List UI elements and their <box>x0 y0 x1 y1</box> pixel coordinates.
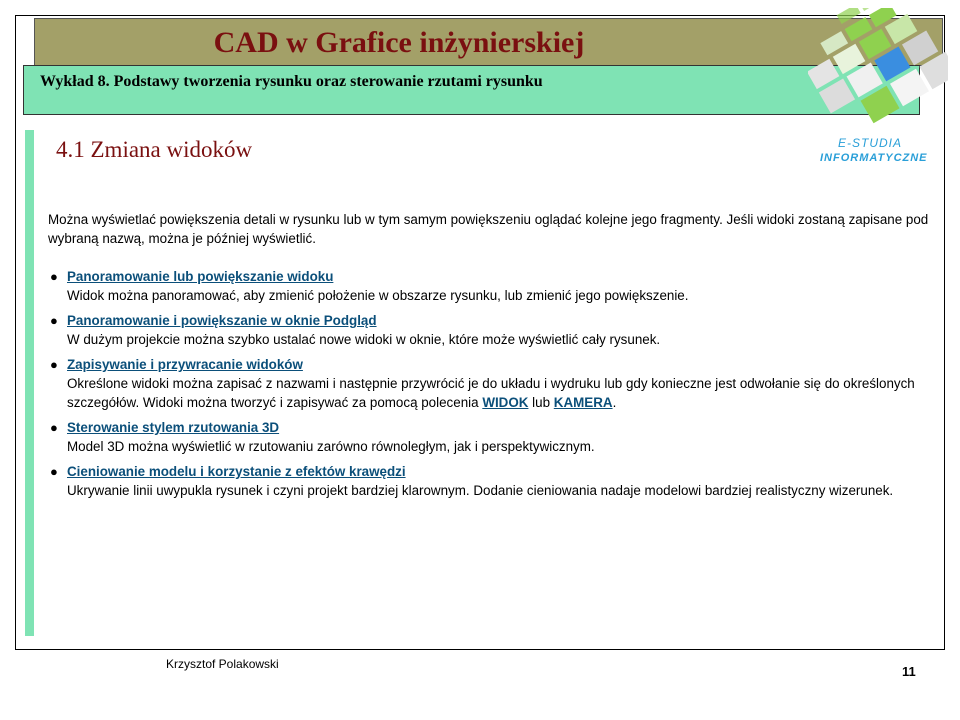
bullet-icon: ● <box>50 357 58 372</box>
logo-line1: E-STUDIA <box>838 136 903 150</box>
e-studia-logo <box>808 8 948 126</box>
section-title: 4.1 Zmiana widoków <box>56 137 253 162</box>
link-zapisywanie-widokow[interactable]: Zapisywanie i przywracanie widoków <box>67 357 303 372</box>
item-connector: lub <box>532 395 551 410</box>
footer-author: Krzysztof Polakowski <box>166 657 279 671</box>
lecture-subtitle: Wykład 8. Podstawy tworzenia rysunku oraz sterowanie rzutami rysunku <box>40 73 543 90</box>
item-description: Określone widoki można zapisać z nazwami i następnie przywrócić je do układu i wydruku lub gdy konieczne jest odwołanie się do określonych szczegółów. Widoki można tworzyć i zapisywać za pomocą polecenia <box>67 376 915 410</box>
logo-line2: INFORMATYCZNE <box>820 152 928 164</box>
link-kamera-command[interactable]: KAMERA <box>553 395 613 410</box>
list-item <box>48 311 933 349</box>
bullet-icon: ● <box>50 313 58 328</box>
item-description: W dużym projekcie można szybko ustalać nowe widoki w oknie, które może wyświetlić cały rysunek. <box>67 332 661 347</box>
item-description: Model 3D można wyświetlić w rzutowaniu zarówno równoległym, jak i perspektywicznym. <box>67 439 595 454</box>
item-description: Widok można panoramować, aby zmienić położenie w obszarze rysunku, lub zmienić jego powiększenie. <box>67 288 689 303</box>
link-panoramowanie-podglad[interactable]: Panoramowanie i powiększanie w oknie Podgląd <box>67 313 377 328</box>
link-widok-command[interactable]: WIDOK <box>482 395 529 410</box>
left-accent-stripe <box>25 130 34 636</box>
page-number: 11 <box>902 664 916 679</box>
intro-paragraph: Można wyświetlać powiększenia detali w rysunku lub w tym samym powiększeniu oglądać kolejne jego fragmenty. Jeśli widoki zostaną zapisane pod wybraną nazwą, można je później wyświetlić. <box>48 212 929 246</box>
list-item <box>48 418 933 456</box>
content-body <box>48 210 933 506</box>
list-item <box>48 462 933 500</box>
link-cieniowanie-modelu[interactable]: Cieniowanie modelu i korzystanie z efektów krawędzi <box>67 464 406 479</box>
item-end-period: . <box>612 395 617 410</box>
topic-list <box>48 267 933 500</box>
link-panoramowanie-widoku[interactable]: Panoramowanie lub powiększanie widoku <box>67 269 334 284</box>
item-description: Ukrywanie linii uwypukla rysunek i czyni projekt bardziej klarownym. Dodanie cieniowania nadaje modelowi bardziej realistyczny wizerunek. <box>67 483 894 498</box>
list-item <box>48 355 933 412</box>
bullet-icon: ● <box>50 464 58 479</box>
bullet-icon: ● <box>50 420 58 435</box>
slide-title: CAD w Grafice inżynierskiej <box>213 26 585 59</box>
list-item <box>48 267 933 305</box>
link-sterowanie-rzutowania[interactable]: Sterowanie stylem rzutowania 3D <box>67 420 280 435</box>
bullet-icon: ● <box>50 269 58 284</box>
